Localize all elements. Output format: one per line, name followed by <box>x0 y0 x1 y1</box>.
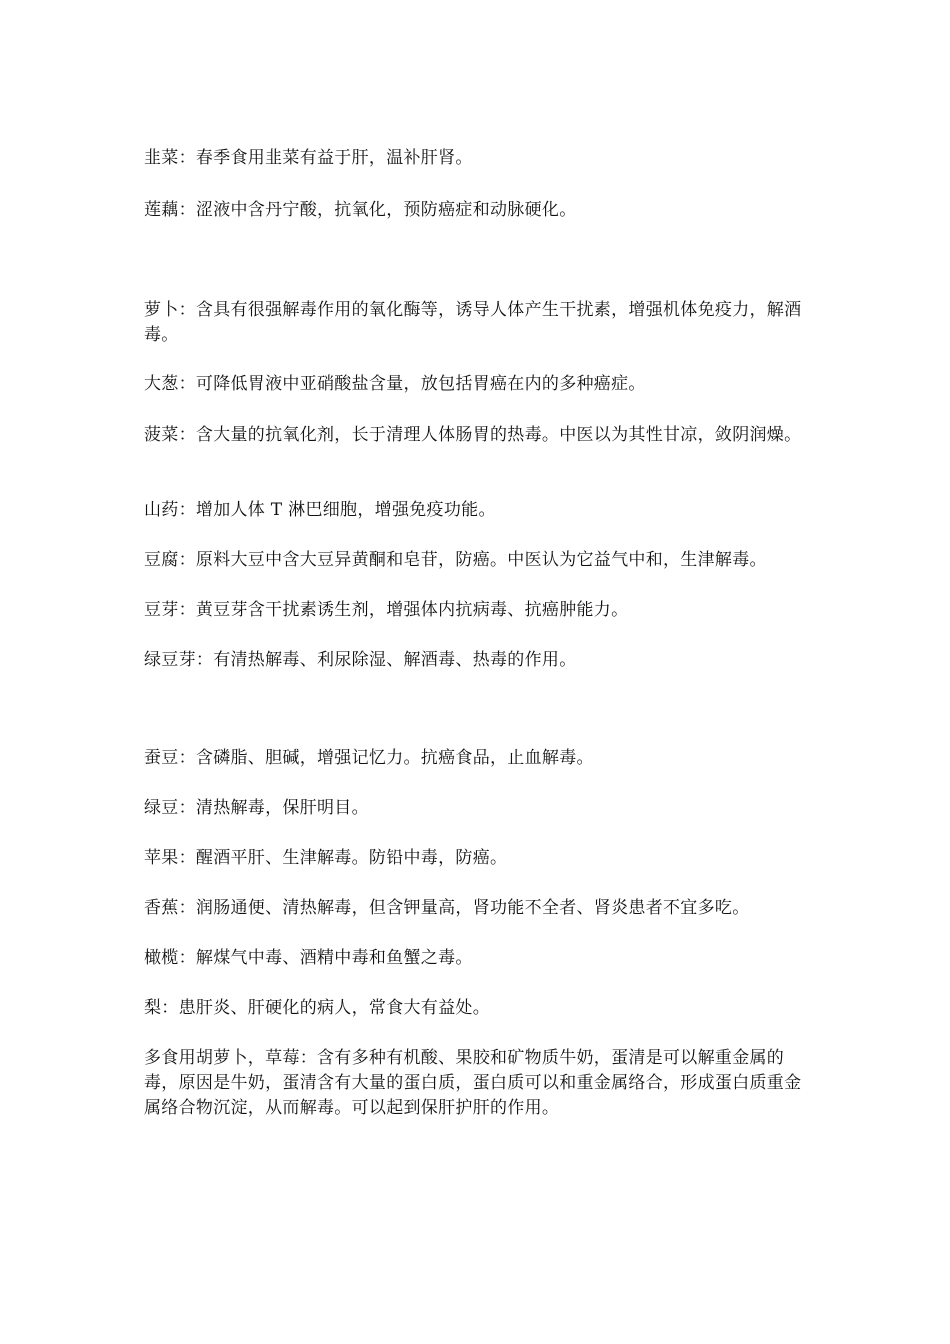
paragraph-lvdou: 绿豆：清热解毒，保肝明目。 <box>144 798 369 818</box>
paragraph-doufu: 豆腐：原料大豆中含大豆异黄酮和皂苷，防癌。中医认为它益气中和，生津解毒。 <box>144 550 767 570</box>
paragraph-dacong: 大葱：可降低胃液中亚硝酸盐含量，放包括胃癌在内的多种癌症。 <box>144 374 646 394</box>
paragraph-douya: 豆芽：黄豆芽含干扰素诱生剂，增强体内抗病毒、抗癌肿能力。 <box>144 600 629 620</box>
paragraph-lvdouya: 绿豆芽：有清热解毒、利尿除湿、解酒毒、热毒的作用。 <box>144 650 577 670</box>
paragraph-ganlan: 橄榄：解煤气中毒、酒精中毒和鱼蟹之毒。 <box>144 948 473 968</box>
paragraph-luobo: 萝卜：含具有很强解毒作用的氧化酶等，诱导人体产生干扰素，增强机体免疫力，解酒毒。 <box>144 300 802 345</box>
paragraph-li: 梨：患肝炎、肝硬化的病人，常食大有益处。 <box>144 998 490 1018</box>
paragraph-shanyao: 山药：增加人体 T 淋巴细胞，增强免疫功能。 <box>144 500 496 520</box>
paragraph-candou: 蚕豆：含磷脂、胆碱，增强记忆力。抗癌食品，止血解毒。 <box>144 748 594 768</box>
paragraph-lianou: 莲藕：涩液中含丹宁酸，抗氧化，预防癌症和动脉硬化。 <box>144 200 577 220</box>
paragraph-bocai: 菠菜：含大量的抗氧化剂，长于清理人体肠胃的热毒。中医以为其性甘凉，敛阴润燥。 <box>144 425 802 445</box>
paragraph-huluobo-caomei: 多食用胡萝卜，草莓：含有多种有机酸、果胶和矿物质牛奶，蛋清是可以解重金属的毒，原因是牛奶，蛋清含有大量的蛋白质，蛋白质可以和重金属络合，形成蛋白质重金属络合物沉淀，从而解毒。可以起到保肝护肝的作用。 <box>144 1048 802 1118</box>
paragraph-jiucai: 韭菜：春季食用韭菜有益于肝，温补肝肾。 <box>144 148 473 168</box>
paragraph-pingguo: 苹果：醒酒平肝、生津解毒。防铅中毒，防癌。 <box>144 848 508 868</box>
paragraph-xiangjiao: 香蕉：润肠通便、清热解毒，但含钾量高，肾功能不全者、肾炎患者不宜多吃。 <box>144 898 750 918</box>
